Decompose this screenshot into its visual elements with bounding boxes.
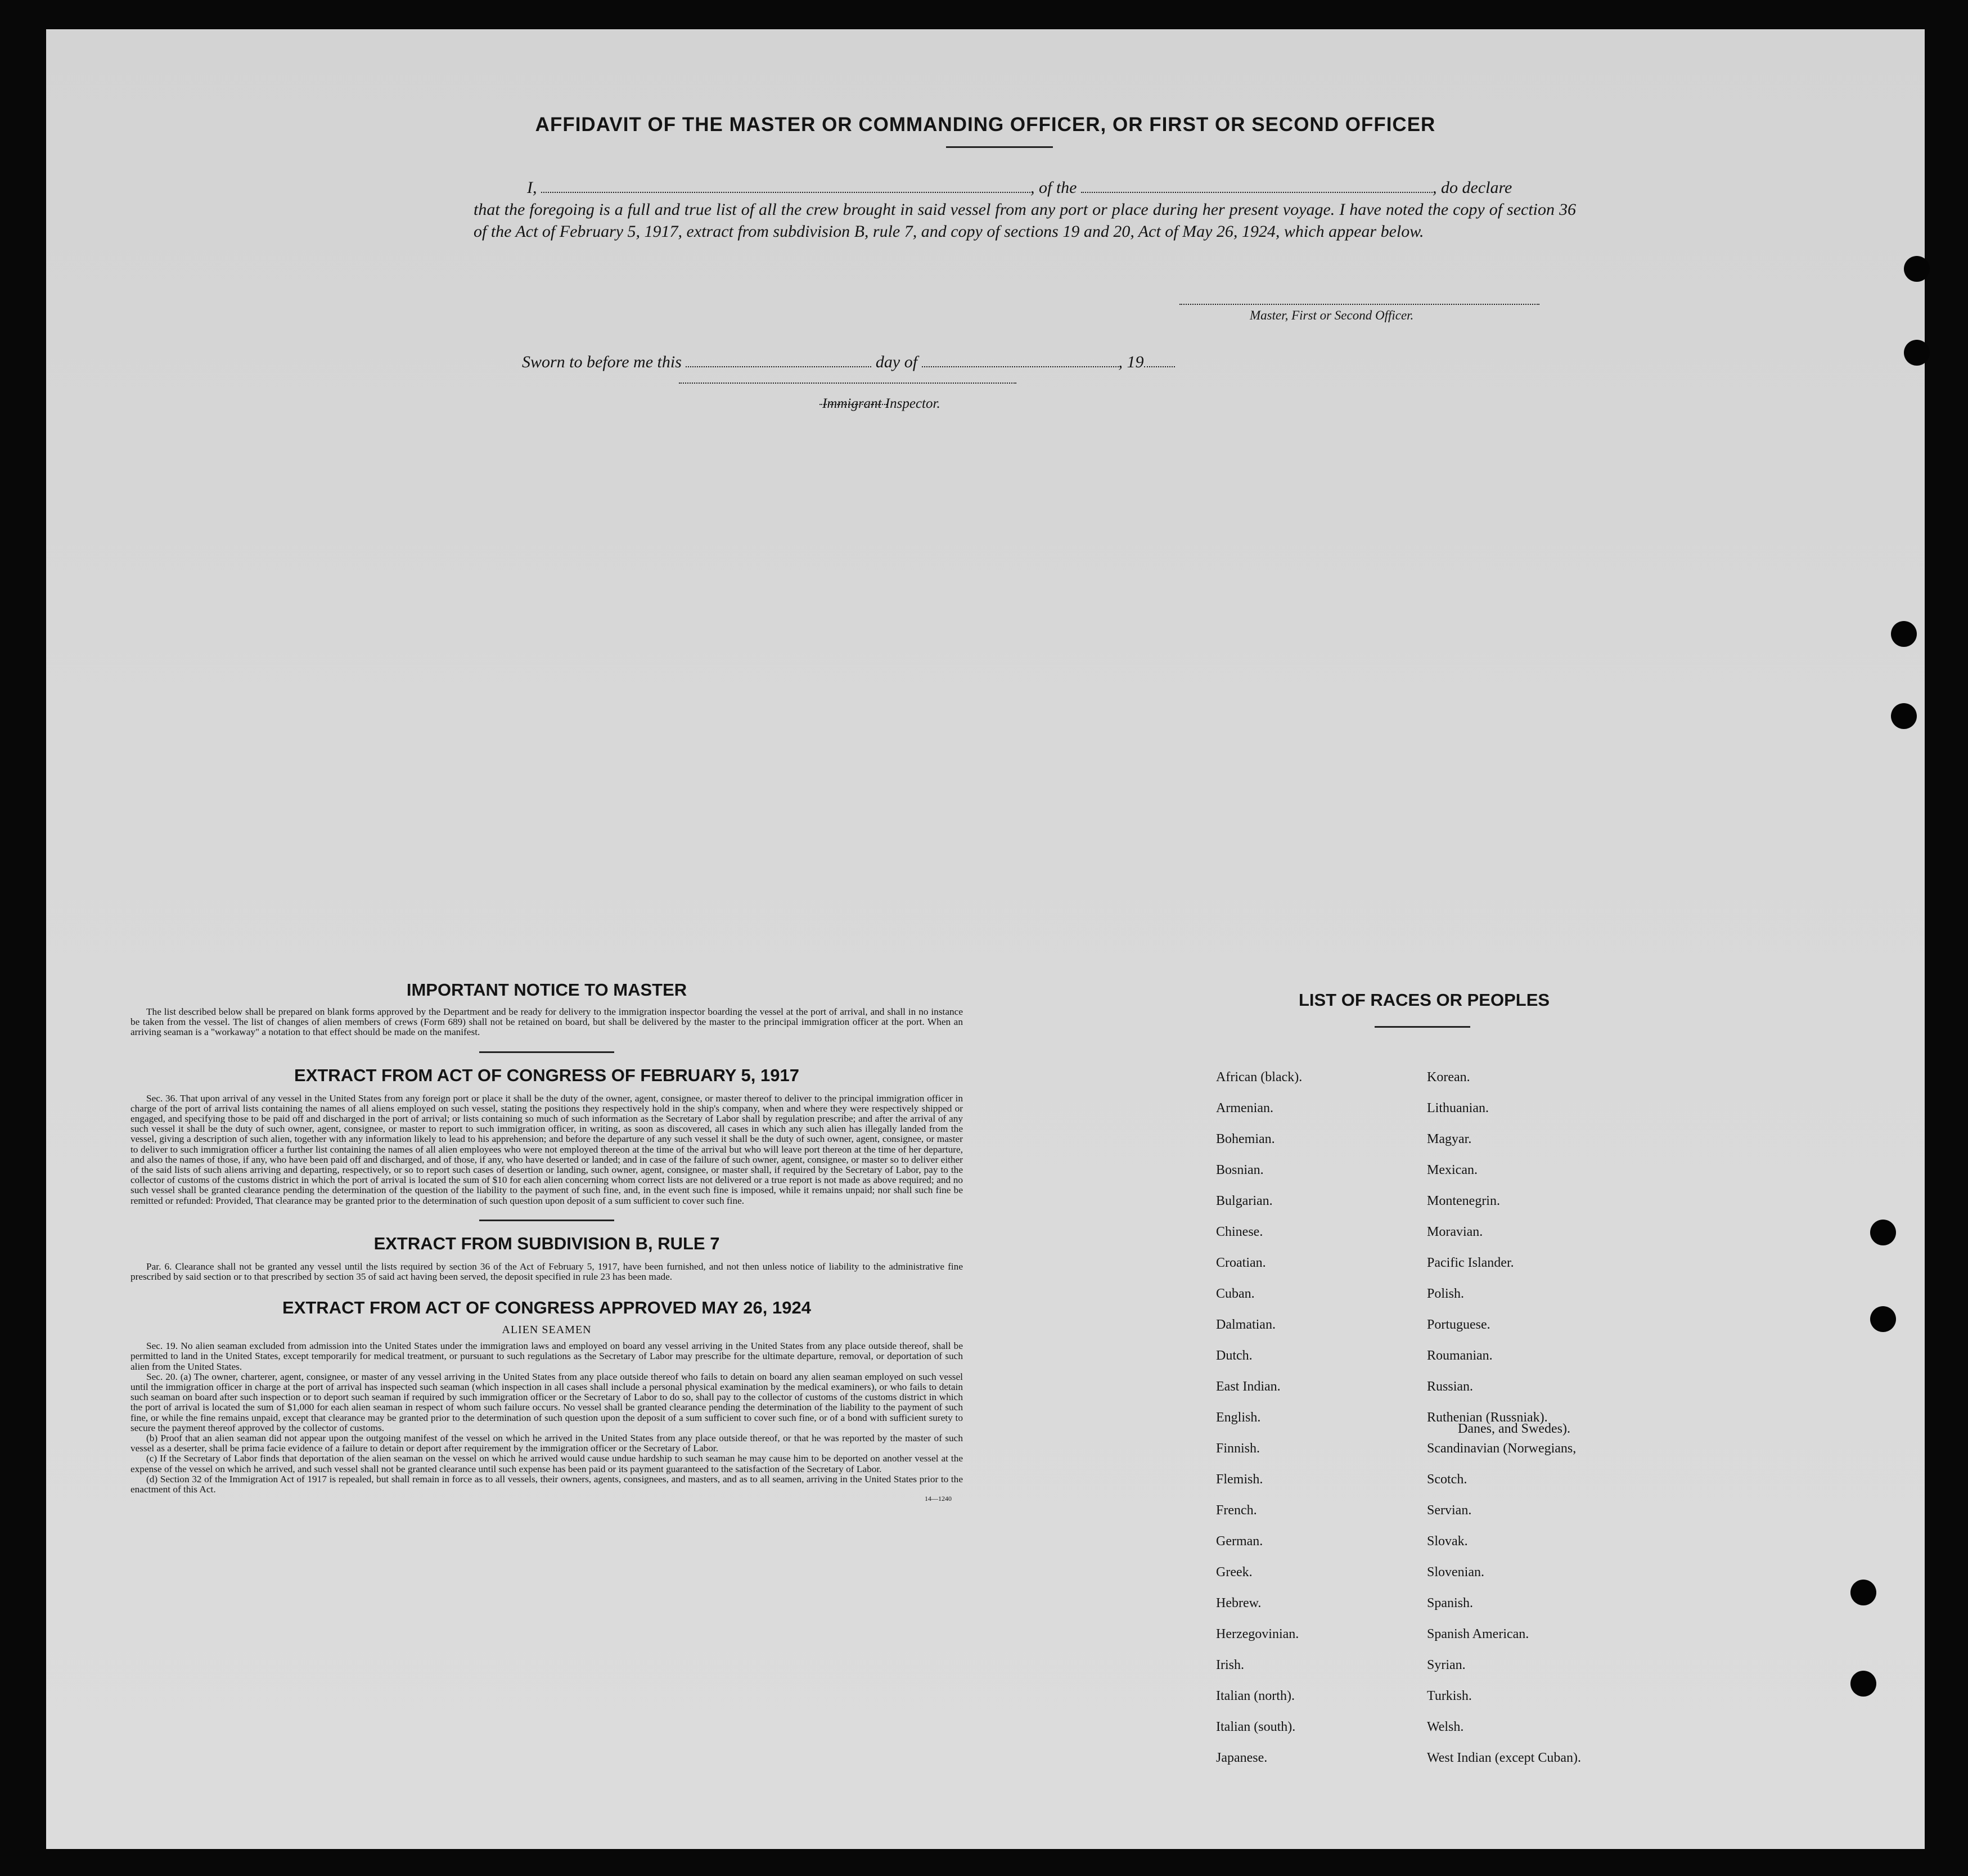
race-item: Cuban. [1216,1286,1255,1301]
extract-1917-title: EXTRACT FROM ACT OF CONGRESS OF FEBRUARY 5, 1917 [294,1065,799,1085]
sworn-day-of: day of [875,353,918,371]
declarant-name-field[interactable] [541,192,1030,193]
sworn-year-prefix: , 19 [1118,353,1144,371]
affidavit-body [474,177,1576,242]
race-item: Syrian. [1427,1658,1466,1672]
race-item: Croatian. [1216,1256,1266,1270]
race-item: Flemish. [1216,1472,1263,1487]
race-item: Russian. [1427,1379,1474,1394]
race-item: Spanish. [1427,1596,1474,1610]
extract-rule7-title: EXTRACT FROM SUBDIVISION B, RULE 7 [373,1233,720,1253]
race-item: Welsh. [1427,1720,1464,1734]
affidavit-title: AFFIDAVIT OF THE MASTER OR COMMANDING OFFICER, OR FIRST OR SECOND OFFICER [535,114,1436,136]
section-20b-paragraph: (b) Proof that an alien seaman did not appear upon the outgoing manifest of the vessel on which he arrived in the United States from any place outside thereof, or that he was reported by the master of such vessel as a deserter, shall be prima facie evidence of a failure to detain or deport after requirement by the immigration officer or the Secretary of Labor. [130,1433,963,1454]
race-item: Spanish American. [1427,1627,1529,1641]
race-item: Armenian. [1216,1101,1273,1115]
extract-1924-text [130,1341,963,1495]
race-item: Chinese. [1216,1225,1263,1239]
race-item: Scandinavian (Norwegians, [1427,1441,1577,1456]
binder-hole [1850,1671,1876,1697]
race-item: Slovenian. [1427,1565,1484,1580]
divider [479,1051,614,1053]
race-item: German. [1216,1534,1263,1549]
section-20c-paragraph: (c) If the Secretary of Labor finds that deportation of the alien seaman on the vessel on which he arrived would cause undue hardship to such seaman he may cause him to be deported on another vessel at the expense of the vessel on which he arrived, and such vessel shall not be granted clearance until such expense has been paid or its payment guaranteed to the satisfaction of the Secretary of Labor. [130,1453,963,1474]
sworn-month-field[interactable] [922,366,1119,367]
race-item: Hebrew. [1216,1596,1262,1610]
race-item: Portuguese. [1427,1317,1490,1332]
race-item: Lithuanian. [1427,1101,1489,1115]
race-item: Japanese. [1216,1751,1268,1765]
race-item: Turkish. [1427,1689,1472,1703]
races-divider [1375,1026,1470,1028]
race-item: West Indian (except Cuban). [1427,1751,1581,1765]
race-item: Italian (north). [1216,1689,1295,1703]
section-20a-paragraph: Sec. 20. (a) The owner, charterer, agent, consignee, or master of any vessel arriving in the United States from any place outside thereof who fails to detain on board any alien seaman employed on such vessel until the immigration officer in charge at the port of arrival has inspected such seaman (which inspection in all cases shall include a personal physical examination by the medical examiners), or who fails to detain such seaman on board after such inspection or to deport such seaman if required by such immigration officer or the Secretary of Labor to do so, shall pay to the collector of customs of the customs district in which the port of arrival is located the sum of $1,000 for each alien seaman in respect of whom such failure occurs. No vessel shall be granted clearance pending the determination of the liability to the payment of such fine, or while the fine remains unpaid, except that clearance may be granted prior to the determination of such question upon the deposit of a sum sufficient to cover such fine, or of a bond with sufficient surety to secure the payment thereof approved by the collector of customs. [130,1371,963,1433]
race-item: Italian (south). [1216,1720,1296,1734]
race-item: African (black). [1216,1070,1303,1085]
race-item: Scotch. [1427,1472,1467,1487]
sworn-statement [522,353,1175,372]
race-item: Dalmatian. [1216,1317,1276,1332]
race-item: Herzegovinian. [1216,1627,1299,1641]
binder-hole [1891,703,1917,729]
sworn-prefix: Sworn to before me this [522,353,682,371]
declarant-prefix: I, [527,178,537,197]
do-declare-text: , do declare [1433,178,1512,197]
race-item: Montenegrin. [1427,1194,1500,1208]
extract-rule7-text [130,1262,963,1282]
race-item: Korean. [1427,1070,1470,1085]
race-item: East Indian. [1216,1379,1281,1394]
notice-paragraph: The list described below shall be prepared on blank forms approved by the Department and be ready for delivery to the immigration inspector boarding the vessel at the port of arrival, and shall in no instance be taken from the vessel. The list of changes of alien members of crews (Form 689) shall not be retained on board, but shall be delivered by the master to the principal immigration officer at the port. When an arriving seaman is a "workaway" a notation to that effect should be made on the manifest. [130,1006,963,1038]
notice-column [130,980,963,1503]
binder-hole [1904,340,1930,366]
officer-signature-label: Master, First or Second Officer. [1250,308,1414,322]
vessel-name-field[interactable] [1081,192,1433,193]
binder-hole [1904,256,1930,282]
race-item: Polish. [1427,1286,1465,1301]
extract-1924-title: EXTRACT FROM ACT OF CONGRESS APPROVED MAY 26, 1924 [282,1298,811,1318]
race-item: Finnish. [1216,1441,1260,1456]
race-item: Bohemian. [1216,1132,1275,1146]
race-item: Roumanian. [1427,1348,1493,1363]
inspector-label: Immigrant Inspector. [822,396,940,411]
race-item: Irish. [1216,1658,1244,1672]
race-item: Bosnian. [1216,1163,1264,1177]
section-19-paragraph: Sec. 19. No alien seaman excluded from admission into the United States under the immigration laws and employed on board any vessel arriving in the United States from any place outside thereof, shall be permitted to land in the United States, except temporarily for medical treatment, or pursuant to such regulations as the Secretary of Labor may prescribe for the ultimate departure, removal, or deportation of such alien from the United States. [130,1340,963,1372]
officer-signature-field[interactable] [1179,304,1539,305]
affidavit-statement: that the foregoing is a full and true list of all the crew brought in said vessel from any port or place during her present voyage. I have noted the copy of section 36 of the Act of February 5, 1917, extract from subdivision B, rule 7, and copy of sections 19 and 20, Act of May 26, 1924, which appear below. [474,200,1576,241]
alien-seamen-subtitle: ALIEN SEAMEN [502,1324,592,1337]
race-item: Ruthenian (Russniak). [1427,1410,1548,1425]
race-item: Bulgarian. [1216,1194,1273,1208]
race-item-scandinavian-cont: Danes, and Swedes). [1458,1421,1570,1436]
race-item: Servian. [1427,1503,1472,1518]
race-item: Greek. [1216,1565,1253,1580]
race-item: Slovak. [1427,1534,1468,1549]
race-item: English. [1216,1410,1261,1425]
section-36-paragraph: Sec. 36. That upon arrival of any vessel in the United States from any foreign port or place it shall be the duty of the owner, agent, consignee, or master thereof to deliver to the principal immigration officer in charge of the port of arrival lists containing the names of all aliens employed on such vessel, stating the positions they respectively hold in the ship's company, when and where they were respectively shipped or engaged, and specifying those to be paid off and discharged in the port of arrival; or lists containing so much of such information as the Secretary of Labor shall by regulation prescribe; and after the arrival of any such vessel it shall be the duty of such owner, agent, consignee, or master to report to such immigration officer, in writing, as soon as discovered, all cases in which any such alien has illegally landed from the vessel, giving a description of such alien, together with any information likely to lead to his apprehension; and before the departure of any such vessel it shall be the duty of such owner, agent, consignee, or master to deliver to such immigration officer a further list containing the names of all alien employees who were not employed thereon at the time of the arrival but who will leave port thereon at the time of her departure, and also the names of those, if any, who have been paid off and discharged, and of those, if any, who have deserted or landed; and in case of the failure of such owner, agent, consignee, or master so to deliver either of the said lists of such aliens arriving and departing, respectively, or so to report such cases of desertion or landing, such owner, agent, consignee, or master shall, if required by the Secretary of Labor, pay to the collector of customs of the customs district in which the port of arrival is located the sum of $10 for each alien concerning whom correct lists are not delivered or a true report is not made as above required; and no such vessel shall be granted clearance pending the determination of the question of the liability to the payment of such fine, and, in the event such fine is imposed, while it remains unpaid; nor shall such fine be remitted or refunded: Provided, That clearance may be granted prior to the determination of such question upon deposit of a sum sufficient to cover such fine. [130,1092,963,1206]
notice-title: IMPORTANT NOTICE TO MASTER [406,980,687,1000]
sworn-day-field[interactable] [686,366,871,367]
binder-hole [1870,1306,1896,1332]
of-the-text: , of the [1030,178,1077,197]
race-item: Pacific Islander. [1427,1256,1514,1270]
binder-hole [1891,621,1917,647]
race-item: Moravian. [1427,1225,1483,1239]
binder-hole [1870,1220,1896,1245]
form-number: 14—1240 [925,1495,952,1503]
section-20d-paragraph: (d) Section 32 of the Immigration Act of 1917 is repealed, but shall remain in force as to all vessels, their owners, agents, consignees, and masters, and as to all seamen, arriving in the United States prior to the enactment of this Act. [130,1473,963,1495]
races-title: LIST OF RACES OR PEOPLES [1298,990,1550,1010]
race-item: French. [1216,1503,1257,1518]
binder-hole [1850,1580,1876,1605]
title-divider [946,146,1053,148]
race-item: Dutch. [1216,1348,1253,1363]
sworn-year-field[interactable] [1144,366,1175,367]
race-item: Mexican. [1427,1163,1478,1177]
divider [479,1220,614,1221]
rule7-paragraph: Par. 6. Clearance shall not be granted any vessel until the lists required by section 36 of the Act of February 5, 1917, have been furnished, and not then unless notice of liability to the administrative fine prescribed by said section or to that prescribed by section 35 of said act having been served, the deposit specified in rule 23 has been made. [130,1261,963,1283]
race-item: Magyar. [1427,1132,1472,1146]
extract-1917-text [130,1094,963,1206]
notice-text [130,1007,963,1038]
inspector-signature-field[interactable] [679,383,1016,384]
document-page [46,29,1925,1849]
